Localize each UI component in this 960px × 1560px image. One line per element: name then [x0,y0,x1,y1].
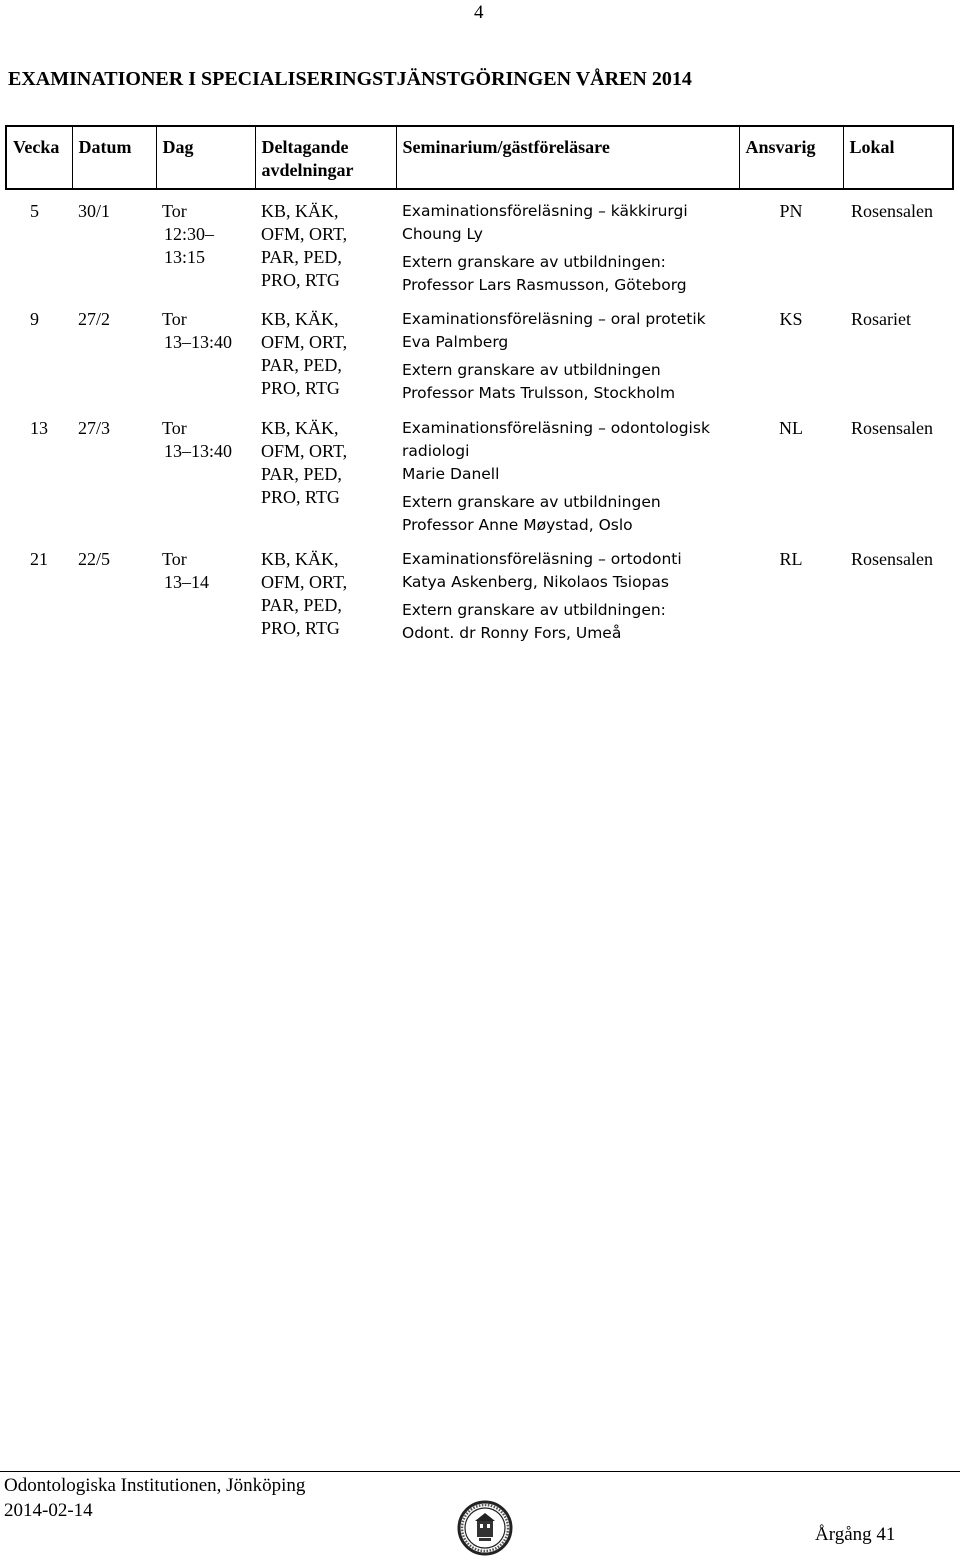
day-cell [156,538,255,647]
week-cell: 5 [30,201,39,221]
header-day: Dag [156,126,255,189]
examiner-line: Professor Mats Trulsson, Stockholm [402,384,676,402]
departments-cell [255,538,396,647]
day-name: Tor [162,309,187,329]
day-name: Tor [162,201,187,221]
department-line: PAR, PED, [261,355,342,375]
examiner-line: Extern granskare av utbildningen [402,493,661,511]
responsible-cell: PN [779,201,803,221]
lecture-line: Examinationsföreläsning – oral protetik [402,310,706,328]
footer-institution: Odontologiska Institutionen, Jönköping [4,1475,306,1496]
departments-cell [255,298,396,407]
date-cell: 27/2 [78,309,111,329]
footer-divider [0,1471,960,1472]
lecture-line: Eva Palmberg [402,333,509,351]
room-cell: Rosariet [851,309,911,329]
date-cell: 22/5 [78,549,111,569]
lecture-line: radiologi [402,442,470,460]
university-seal-icon [457,1500,513,1556]
department-line: OFM, ORT, [261,332,348,352]
examiner-line: Extern granskare av utbildningen [402,361,661,379]
department-line: PAR, PED, [261,464,342,484]
examiner-line: Professor Lars Rasmusson, Göteborg [402,276,687,294]
room-cell: Rosensalen [851,418,933,438]
departments-cell [255,407,396,538]
responsible-cell: RL [779,549,803,569]
department-line: PAR, PED, [261,595,342,615]
lecture-line: Examinationsföreläsning – käkkirurgi [402,202,688,220]
header-departments-line: avdelningar [261,160,354,180]
examiner-line: Professor Anne Møystad, Oslo [402,516,633,534]
table-row [6,538,953,647]
departments-cell [255,189,396,298]
examiner-line: Extern granskare av utbildningen: [402,253,666,271]
week-cell: 13 [30,418,48,438]
seminar-cell [396,538,739,647]
lecture-line: Examinationsföreläsning – ortodonti [402,550,682,568]
examiner-line: Extern granskare av utbildningen: [402,601,666,619]
footer-volume: Årgång 41 [815,1524,896,1545]
department-line: PAR, PED, [261,247,342,267]
lecture-line: Choung Ly [402,225,483,243]
department-line: OFM, ORT, [261,441,348,461]
page-number: 4 [474,2,484,23]
day-cell [156,189,255,298]
header-responsible: Ansvarig [739,126,843,189]
date-cell: 27/3 [78,418,111,438]
day-name: Tor [162,549,187,569]
lecture-line: Examinationsföreläsning – odontologisk [402,419,710,437]
day-time: 13–14 [164,572,209,592]
day-time: 13–13:40 [164,441,233,461]
department-line: KB, KÄK, [261,309,339,329]
department-line: PRO, RTG [261,378,340,398]
day-time: 12:30– [164,224,215,244]
department-line: KB, KÄK, [261,418,339,438]
day-time: 13:15 [164,247,206,267]
header-date: Datum [72,126,156,189]
day-name: Tor [162,418,187,438]
day-time: 13–13:40 [164,332,233,352]
seminar-cell [396,298,739,407]
seminar-cell [396,407,739,538]
header-seminar: Seminarium/gästföreläsare [396,126,739,189]
week-cell: 9 [30,309,39,329]
week-cell: 21 [30,549,48,569]
lecture-line: Marie Danell [402,465,500,483]
header-departments-line: Deltagande [261,137,349,157]
room-cell: Rosensalen [851,549,933,569]
department-line: PRO, RTG [261,270,340,290]
department-line: KB, KÄK, [261,201,339,221]
department-line: OFM, ORT, [261,224,348,244]
table-header-row [6,126,953,189]
examiner-line: Odont. dr Ronny Fors, Umeå [402,624,622,642]
department-line: KB, KÄK, [261,549,339,569]
day-cell [156,407,255,538]
department-line: OFM, ORT, [261,572,348,592]
date-cell: 30/1 [78,201,111,221]
day-cell [156,298,255,407]
responsible-cell: KS [779,309,803,329]
footer-date: 2014-02-14 [4,1500,93,1521]
department-line: PRO, RTG [261,618,340,638]
table-row [6,407,953,538]
seminar-cell [396,189,739,298]
responsible-cell: NL [779,418,803,438]
department-line: PRO, RTG [261,487,340,507]
header-week: Vecka [6,126,72,189]
room-cell: Rosensalen [851,201,933,221]
document-title: EXAMINATIONER I SPECIALISERINGSTJÄNSTGÖRINGEN VÅREN 2014 [8,68,692,90]
table-row [6,189,953,298]
table-row [6,298,953,407]
lecture-line: Katya Askenberg, Nikolaos Tsiopas [402,573,669,591]
exam-schedule-table [5,125,954,647]
header-room: Lokal [843,126,953,189]
header-departments [255,126,396,189]
